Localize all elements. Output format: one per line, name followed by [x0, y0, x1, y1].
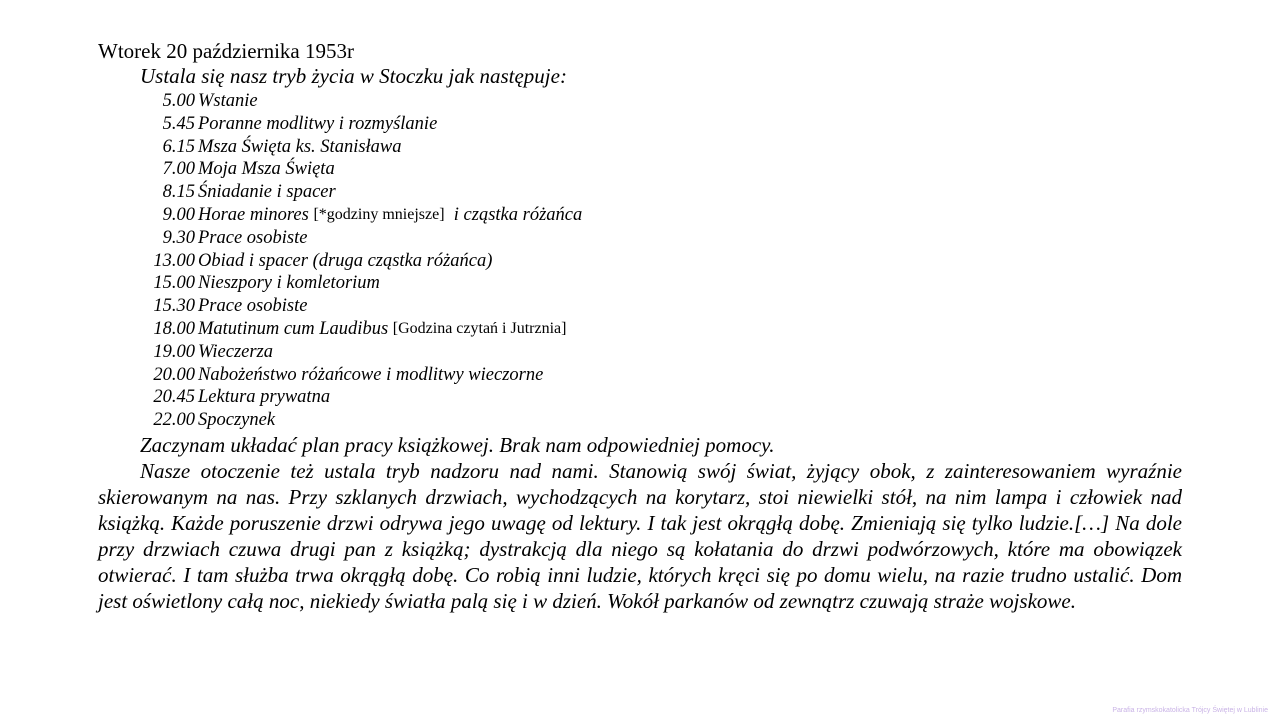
schedule-note-bracket: ]: [439, 205, 445, 223]
schedule-item: [98, 250, 1182, 273]
schedule-item: [98, 158, 1182, 181]
schedule-time: 13.00: [153, 250, 195, 271]
schedule-item: [98, 409, 1182, 432]
schedule-time: 7.00: [162, 159, 195, 180]
daily-schedule-list: [98, 90, 1182, 432]
schedule-activity-continuation: i cząstka różańca: [453, 204, 583, 225]
schedule-activity: Lektura prywatna: [198, 387, 331, 408]
schedule-time: 9.00: [162, 204, 195, 225]
schedule-activity: Msza Święta ks. Stanisława: [198, 136, 402, 157]
schedule-activity: Nieszpory i komletorium: [198, 273, 380, 294]
schedule-translation-note: [*godziny mniejsze: [313, 205, 440, 223]
schedule-time: 15.30: [153, 296, 195, 317]
schedule-item: [98, 113, 1182, 136]
surveillance-paragraph: Nasze otoczenie też ustala tryb nadzoru nad nami. Stanowią swój świat, żyjący obok, z zainteresowaniem wyraźnie skierowanym na nas. Przy szklanych drzwiach, wychodzących na korytarz, stoi niewielki stół, na nim lampa i człowiek nad książką. Każde poruszenie drzwi odrywa jego uwagę od lektury. I tak jest okrągłą dobę. Zmieniają się tylko ludzie.[…] Na dole przy drzwiach czuwa drugi pan z książką; dystrakcją dla niego są kołatania do drzwi podwórzowych, które ma obowiązek otwierać. I tam służba trwa okrągłą dobę. Co robią inni ludzie, których kręci się po domu wielu, na razie trudno ustalić. Dom jest oświetlony całą noc, niekiedy światła palą się i w dzień. Wokół parkanów od zewnątrz czuwają straże wojskowe.: [98, 458, 1182, 613]
schedule-activity: Matutinum cum Laudibus: [198, 318, 389, 339]
schedule-time: 22.00: [153, 410, 195, 431]
schedule-activity: Nabożeństwo różańcowe i modlitwy wieczorne: [198, 364, 544, 385]
schedule-activity: Prace osobiste: [198, 227, 308, 248]
schedule-activity: Spoczynek: [198, 410, 276, 431]
schedule-time: 9.30: [162, 227, 195, 248]
schedule-item: [98, 136, 1182, 159]
schedule-time: 6.15: [162, 136, 195, 157]
schedule-activity: Prace osobiste: [198, 296, 308, 317]
schedule-item: [98, 272, 1182, 295]
schedule-item: [98, 295, 1182, 318]
schedule-activity: Wieczerza: [198, 341, 274, 362]
schedule-item: [98, 364, 1182, 387]
schedule-item: [98, 386, 1182, 409]
schedule-item: [98, 227, 1182, 250]
schedule-activity: Śniadanie i spacer: [198, 182, 336, 203]
schedule-item: [98, 181, 1182, 204]
schedule-item: [98, 341, 1182, 364]
schedule-time: 15.00: [153, 273, 195, 294]
schedule-intro: Ustala się nasz tryb życia w Stoczku jak następuje:: [140, 64, 567, 88]
schedule-activity: Horae minores: [198, 204, 309, 225]
parish-watermark: Parafia rzymskokatolicka Trójcy Świętej w Lublinie: [1112, 707, 1268, 714]
schedule-time: 20.00: [153, 364, 195, 385]
schedule-time: 8.15: [162, 182, 195, 203]
schedule-item: [98, 318, 1182, 341]
schedule-time: 18.00: [153, 318, 195, 339]
document-page: [98, 38, 1182, 614]
schedule-translation-note: [Godzina czytań i Jutrznia]: [392, 319, 567, 337]
schedule-activity: Wstanie: [198, 91, 258, 111]
schedule-time: 20.45: [153, 387, 195, 408]
schedule-time: 5.00: [162, 91, 195, 111]
book-plan-paragraph: Zaczynam układać plan pracy książkowej. Brak nam odpowiedniej pomocy.: [140, 432, 775, 457]
schedule-activity: Moja Msza Święta: [198, 159, 335, 180]
schedule-item: [98, 204, 1182, 227]
schedule-item: [98, 90, 1182, 113]
schedule-activity: Poranne modlitwy i rozmyślanie: [198, 113, 438, 134]
schedule-activity: Obiad i spacer (druga cząstka różańca): [198, 250, 493, 271]
entry-date-heading: Wtorek 20 października 1953r: [98, 39, 354, 63]
schedule-time: 5.45: [162, 113, 195, 134]
schedule-time: 19.00: [153, 341, 195, 362]
